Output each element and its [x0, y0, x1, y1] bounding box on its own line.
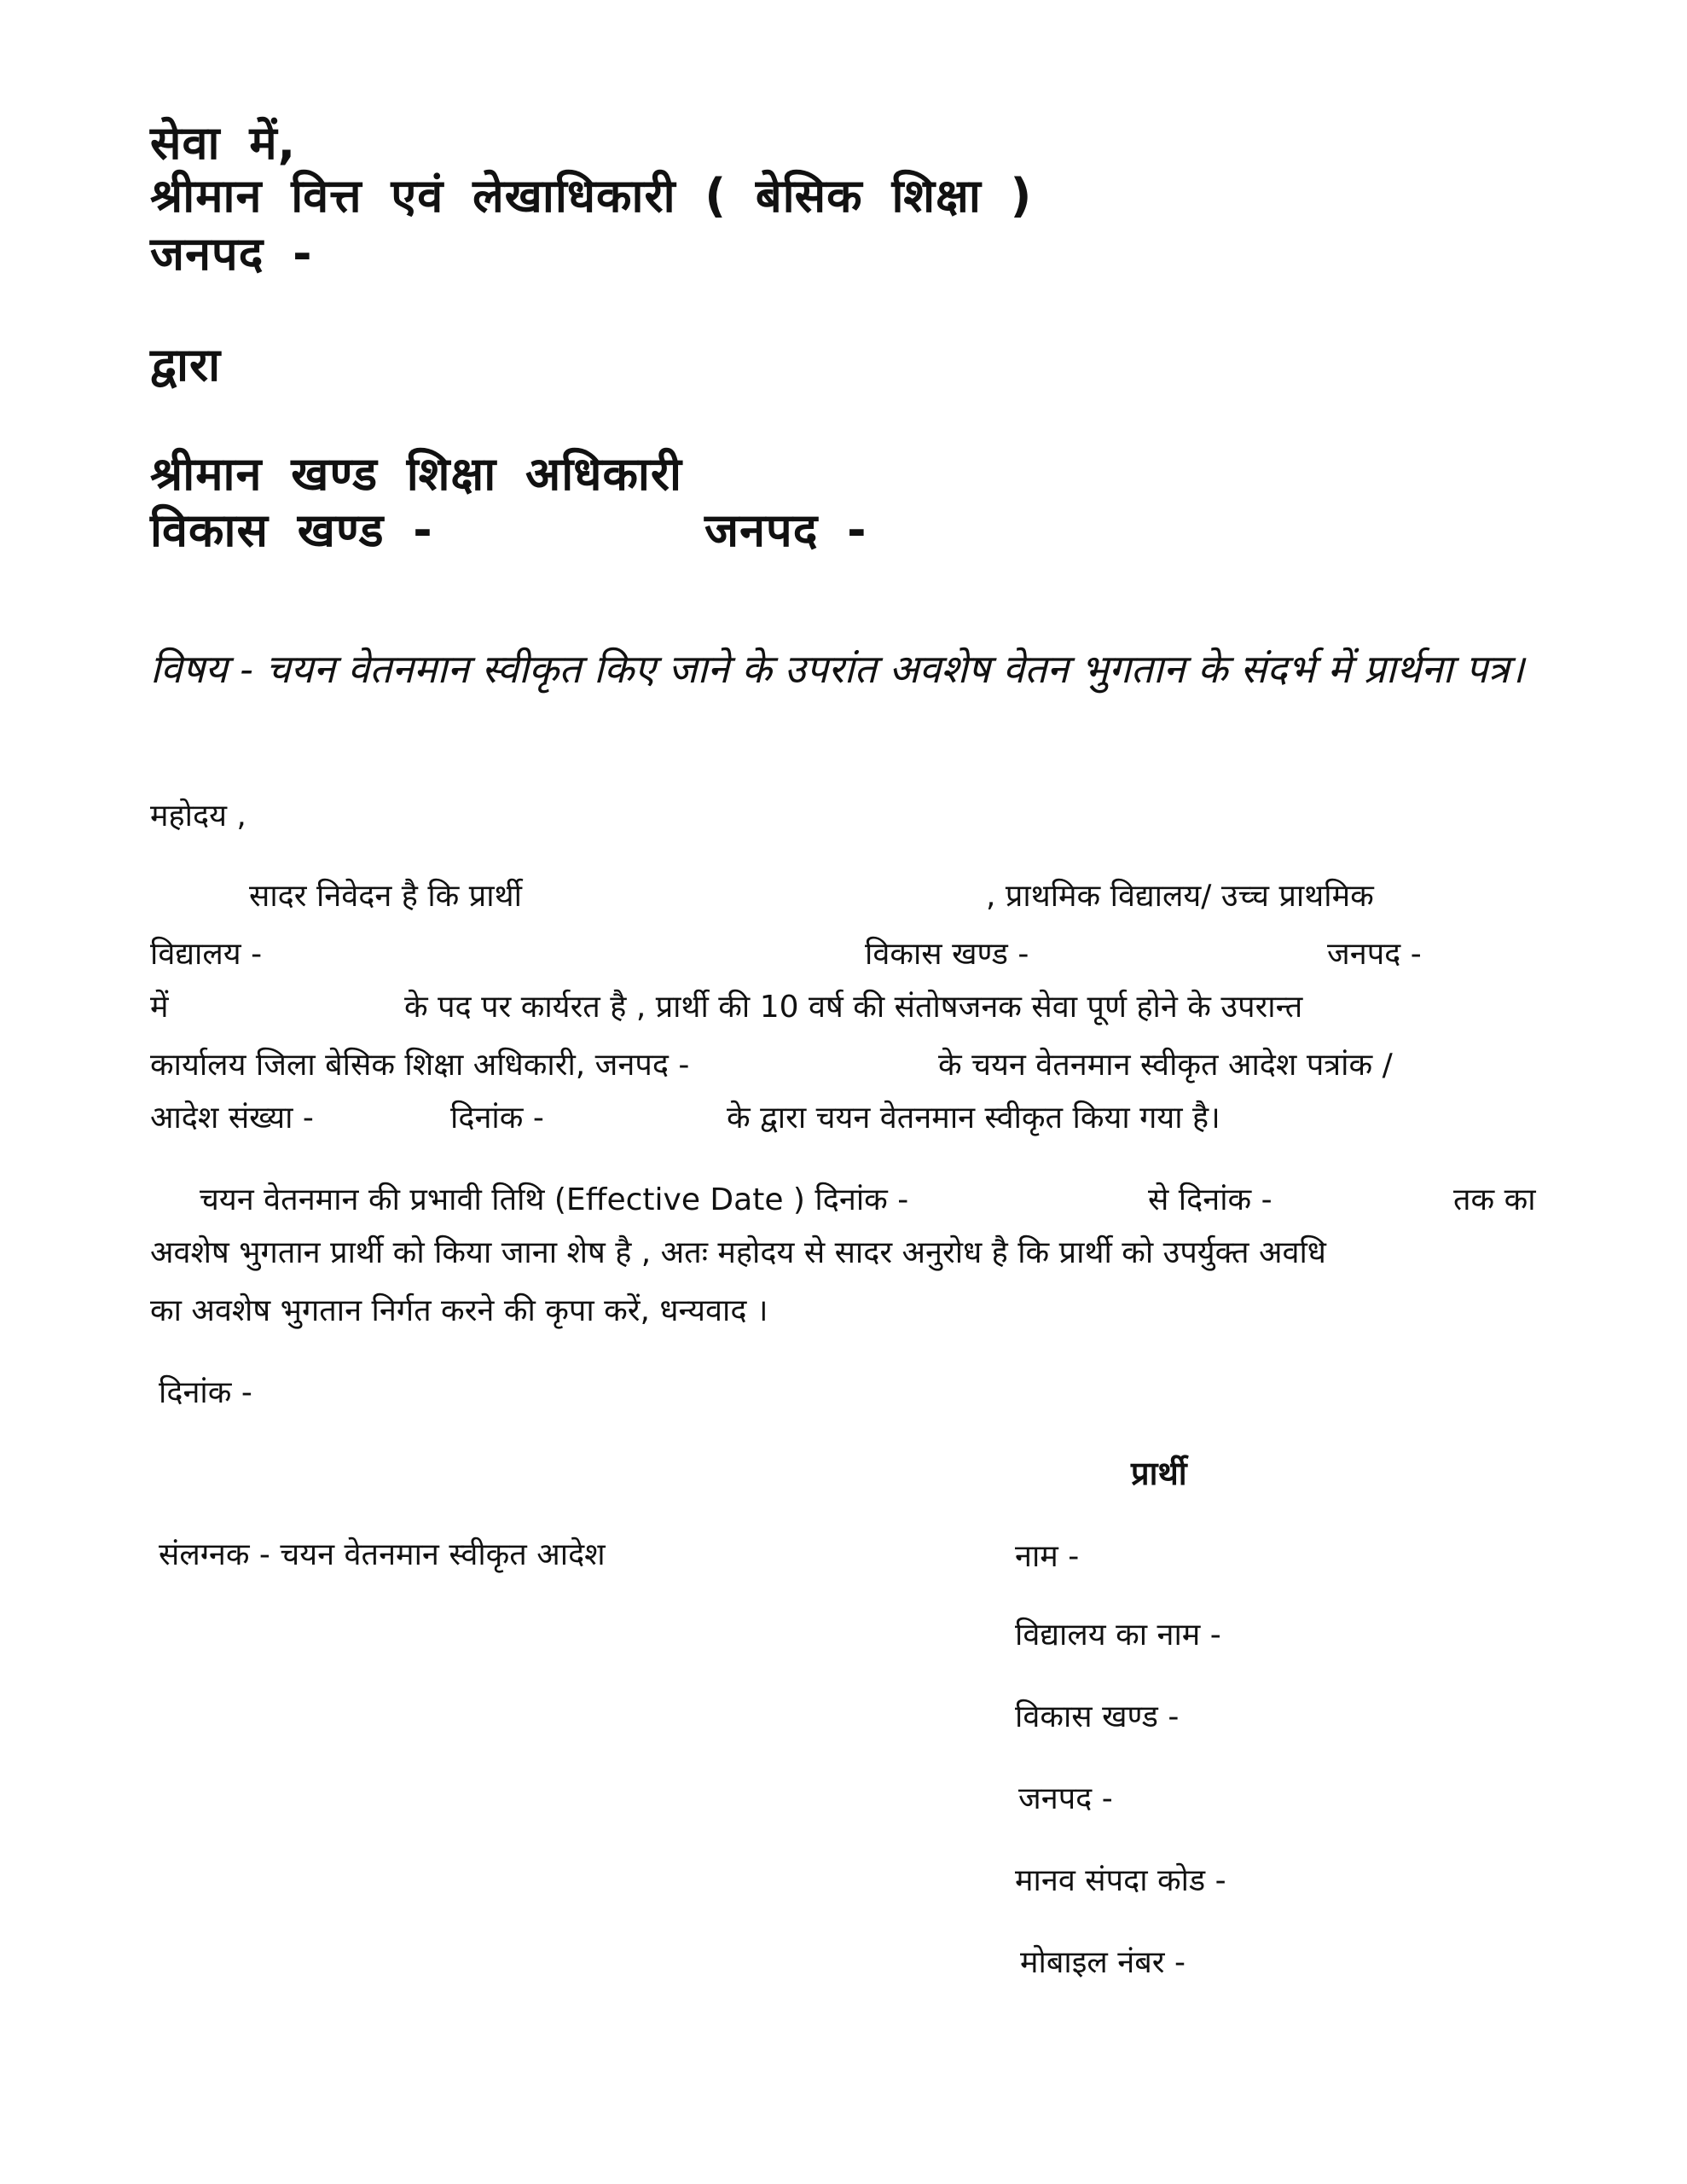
address-line-district: जनपद -	[150, 227, 313, 281]
applicant-district-field: जनपद -	[1018, 1781, 1113, 1816]
para2-line1-b: से दिनांक -	[1148, 1182, 1272, 1217]
address-line-beo: श्रीमान खण्ड शिक्षा अधिकारी	[150, 447, 682, 501]
applicant-block-field: विकास खण्ड -	[1015, 1699, 1180, 1734]
address-district-label: जनपद -	[704, 503, 867, 557]
para2-line3: का अवशेष भुगतान निर्गत करने की कृपा करें, धन्यवाद ।	[150, 1293, 768, 1328]
para2-line1-c: तक का	[1453, 1182, 1536, 1217]
para1-line4-a: कार्यालय जिला बेसिक शिक्षा अधिकारी, जनपद -	[150, 1048, 690, 1083]
applicant-mobile-field: मोबाइल नंबर -	[1020, 1945, 1186, 1980]
salutation: महोदय ,	[150, 799, 246, 834]
para1-line3-b: के पद पर कार्यरत है , प्रार्थी की 10 वर्ष की संतोषजनक सेवा पूर्ण होने के उपरान्त	[404, 990, 1303, 1025]
para1-line2-c: जनपद -	[1327, 937, 1422, 972]
address-block-label: विकास खण्ड -	[150, 503, 433, 557]
para1-line4-b: के चयन वेतनमान स्वीकृत आदेश पत्रांक /	[938, 1048, 1393, 1083]
para1-line5-b: दिनांक -	[450, 1101, 544, 1136]
address-line-officer: श्रीमान वित्त एवं लेखाधिकारी ( बेसिक शिक्षा )	[150, 169, 1033, 223]
para1-line5-a: आदेश संख्या -	[150, 1101, 314, 1136]
enclosure-line: संलग्नक - चयन वेतनमान स्वीकृत आदेश	[159, 1537, 606, 1572]
applicant-hr-code-field: मानव संपदा कोड -	[1015, 1863, 1226, 1898]
para1-line2-a: विद्यालय -	[150, 937, 263, 972]
date-label: दिनांक -	[159, 1375, 252, 1410]
para1-line1-b: , प्राथमिक विद्यालय/ उच्च प्राथमिक	[986, 879, 1374, 914]
para1-line3-a: में	[150, 990, 169, 1025]
para1-line5-c: के द्वारा चयन वेतनमान स्वीकृत किया गया है।	[727, 1101, 1220, 1136]
para2-line1-a: चयन वेतनमान की प्रभावी तिथि (Effective Date ) दिनांक -	[200, 1182, 909, 1217]
para1-line1-a: सादर निवेदन है कि प्रार्थी	[249, 879, 522, 914]
applicant-heading: प्रार्थी	[1131, 1455, 1187, 1492]
address-line-seva: सेवा में,	[150, 116, 297, 170]
applicant-name-field: नाम -	[1015, 1539, 1080, 1574]
para2-line2: अवशेष भुगतान प्रार्थी को किया जाना शेष है , अतः महोदय से सादर अनुरोध है कि प्रार्थी को उपर्युक्त अवधि	[150, 1235, 1326, 1270]
subject-line: विषय - चयन वेतनमान स्वीकृत किए जाने के उपरांत अवशेष वेतन भुगतान के संदर्भ में प्रार्थना पत्र।	[150, 646, 1525, 692]
address-via: द्वारा	[150, 338, 222, 392]
para1-line2-b: विकास खण्ड -	[865, 937, 1029, 972]
applicant-school-field: विद्यालय का नाम -	[1015, 1618, 1221, 1653]
